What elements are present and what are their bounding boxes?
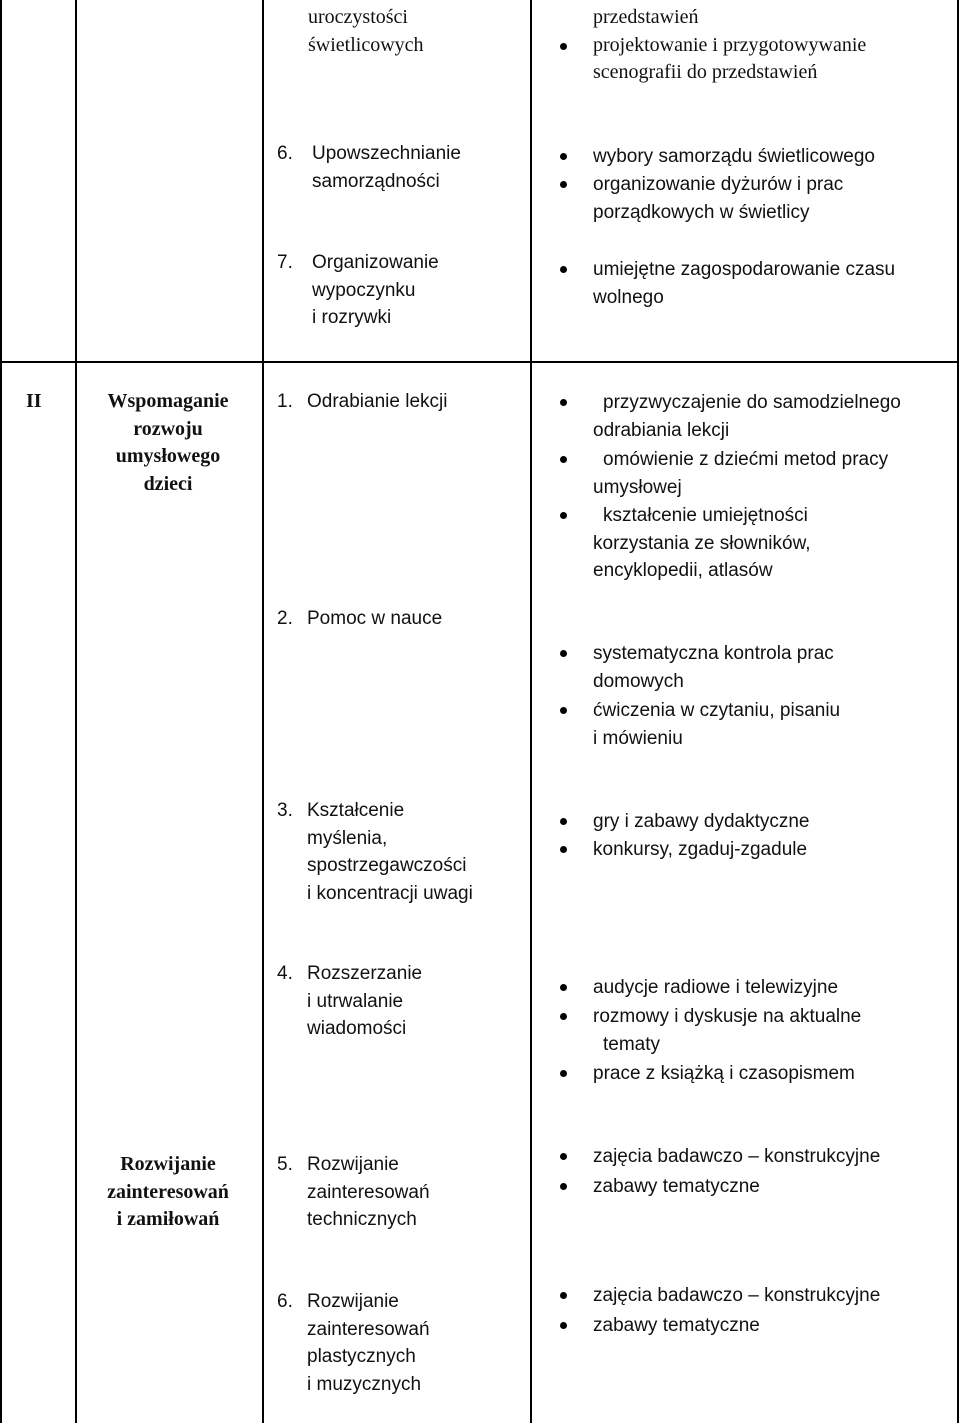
activity-number: 3.	[277, 800, 293, 821]
list-item: domowych	[593, 670, 684, 692]
activity-title: uroczystości	[308, 6, 408, 28]
border-left	[0, 0, 2, 1423]
activity-title: Pomoc w nauce	[307, 608, 443, 629]
activity-title: samorządności	[312, 170, 440, 192]
section-area: rozwoju	[133, 417, 203, 440]
activity-title: wypoczynku	[312, 279, 416, 301]
list-item: ćwiczenia w czytaniu, pisaniu	[593, 700, 841, 721]
list-item: tematy	[603, 1033, 661, 1055]
bullet-icon	[560, 43, 567, 50]
list-item: projektowanie i przygotowywanie	[593, 33, 867, 56]
section-area: Rozwijanie	[120, 1153, 216, 1175]
activity-number: 6.	[277, 143, 293, 164]
activity-number: 7.	[277, 252, 293, 273]
section-area: i zamiłowań	[116, 1208, 220, 1230]
bullet-icon	[560, 399, 567, 406]
activity-title: technicznych	[307, 1209, 417, 1230]
section-area: zainteresowań	[107, 1180, 229, 1203]
activity-title: Odrabianie lekcji	[307, 391, 448, 412]
list-item: korzystania ze słowników,	[593, 532, 811, 554]
list-item: wolnego	[593, 286, 664, 308]
section-number: II	[26, 390, 42, 412]
list-item: organizowanie dyżurów i prac	[593, 174, 844, 195]
bullet-icon	[560, 984, 567, 991]
bullet-icon	[560, 1070, 567, 1077]
section-area: dzieci	[143, 472, 193, 495]
list-item: przyzwyczajenie do samodzielnego	[603, 392, 901, 413]
list-item: audycje radiowe i telewizyjne	[593, 977, 839, 998]
list-item: scenografii do przedstawień	[593, 61, 818, 83]
bullet-icon	[560, 512, 567, 519]
list-item: systematyczna kontrola prac	[593, 643, 834, 664]
bullet-icon	[560, 1013, 567, 1020]
border-col3	[530, 0, 532, 1423]
list-item: kształcenie umiejętności	[603, 505, 808, 526]
section-divider	[0, 361, 959, 363]
activity-title: Rozszerzanie	[307, 963, 423, 984]
list-item: umiejętne zagospodarowanie czasu	[593, 259, 896, 280]
bullet-icon	[560, 153, 567, 160]
activity-title: zainteresowań	[307, 1318, 430, 1340]
border-col2	[262, 0, 264, 1423]
bullet-icon	[560, 846, 567, 853]
activity-title: i utrwalanie	[307, 990, 404, 1012]
activity-title: i muzycznych	[307, 1373, 422, 1395]
activity-number: 4.	[277, 963, 293, 984]
list-item: umysłowej	[593, 476, 682, 498]
list-item: konkursy, zgaduj-zgadule	[593, 839, 808, 860]
activity-title: wiadomości	[307, 1018, 407, 1039]
bullet-icon	[560, 1322, 567, 1329]
list-item: prace z książką i czasopismem	[593, 1063, 855, 1084]
activity-title: i rozrywki	[312, 307, 392, 328]
activity-title: Organizowanie	[312, 252, 439, 273]
bullet-icon	[560, 650, 567, 657]
activity-title: i koncentracji uwagi	[307, 882, 473, 904]
border-right	[957, 0, 959, 1423]
list-item: zajęcia badawczo – konstrukcyjne	[593, 1146, 881, 1167]
activity-title: świetlicowych	[308, 33, 424, 56]
activity-title: myślenia,	[307, 827, 388, 849]
list-item: rozmowy i dyskusje na aktualne	[593, 1006, 862, 1027]
bullet-icon	[560, 266, 567, 273]
list-item: zabawy tematyczne	[593, 1176, 760, 1197]
list-item: porządkowych w świetlicy	[593, 201, 810, 223]
activity-title: Rozwijanie	[307, 1291, 399, 1312]
activity-number: 1.	[277, 391, 293, 412]
activity-number: 6.	[277, 1291, 293, 1312]
list-item: zajęcia badawczo – konstrukcyjne	[593, 1285, 881, 1306]
list-item: i mówieniu	[593, 727, 683, 749]
bullet-icon	[560, 1183, 567, 1190]
bullet-icon	[560, 456, 567, 463]
activity-title: Rozwijanie	[307, 1154, 399, 1175]
list-item: gry i zabawy dydaktyczne	[593, 811, 810, 832]
bullet-icon	[560, 1292, 567, 1299]
list-item: zabawy tematyczne	[593, 1315, 760, 1336]
list-item: encyklopedii, atlasów	[593, 560, 773, 581]
list-item: wybory samorządu świetlicowego	[593, 146, 875, 167]
bullet-icon	[560, 1153, 567, 1160]
border-col1	[75, 0, 77, 1423]
section-area: Wspomaganie	[107, 390, 229, 412]
bullet-icon	[560, 818, 567, 825]
list-item: odrabiania lekcji	[593, 419, 730, 441]
activity-title: zainteresowań	[307, 1181, 430, 1203]
activity-title: Kształcenie	[307, 800, 405, 821]
activity-number: 2.	[277, 608, 293, 629]
activity-title: spostrzegawczości	[307, 855, 467, 876]
activity-number: 5.	[277, 1154, 293, 1175]
bullet-icon	[560, 181, 567, 188]
bullet-icon	[560, 707, 567, 714]
activity-title: plastycznych	[307, 1346, 416, 1367]
section-area: umysłowego	[115, 445, 221, 467]
activity-title: Upowszechnianie	[312, 143, 461, 164]
list-item: omówienie z dziećmi metod pracy	[603, 449, 889, 470]
list-item: przedstawień	[593, 6, 699, 28]
